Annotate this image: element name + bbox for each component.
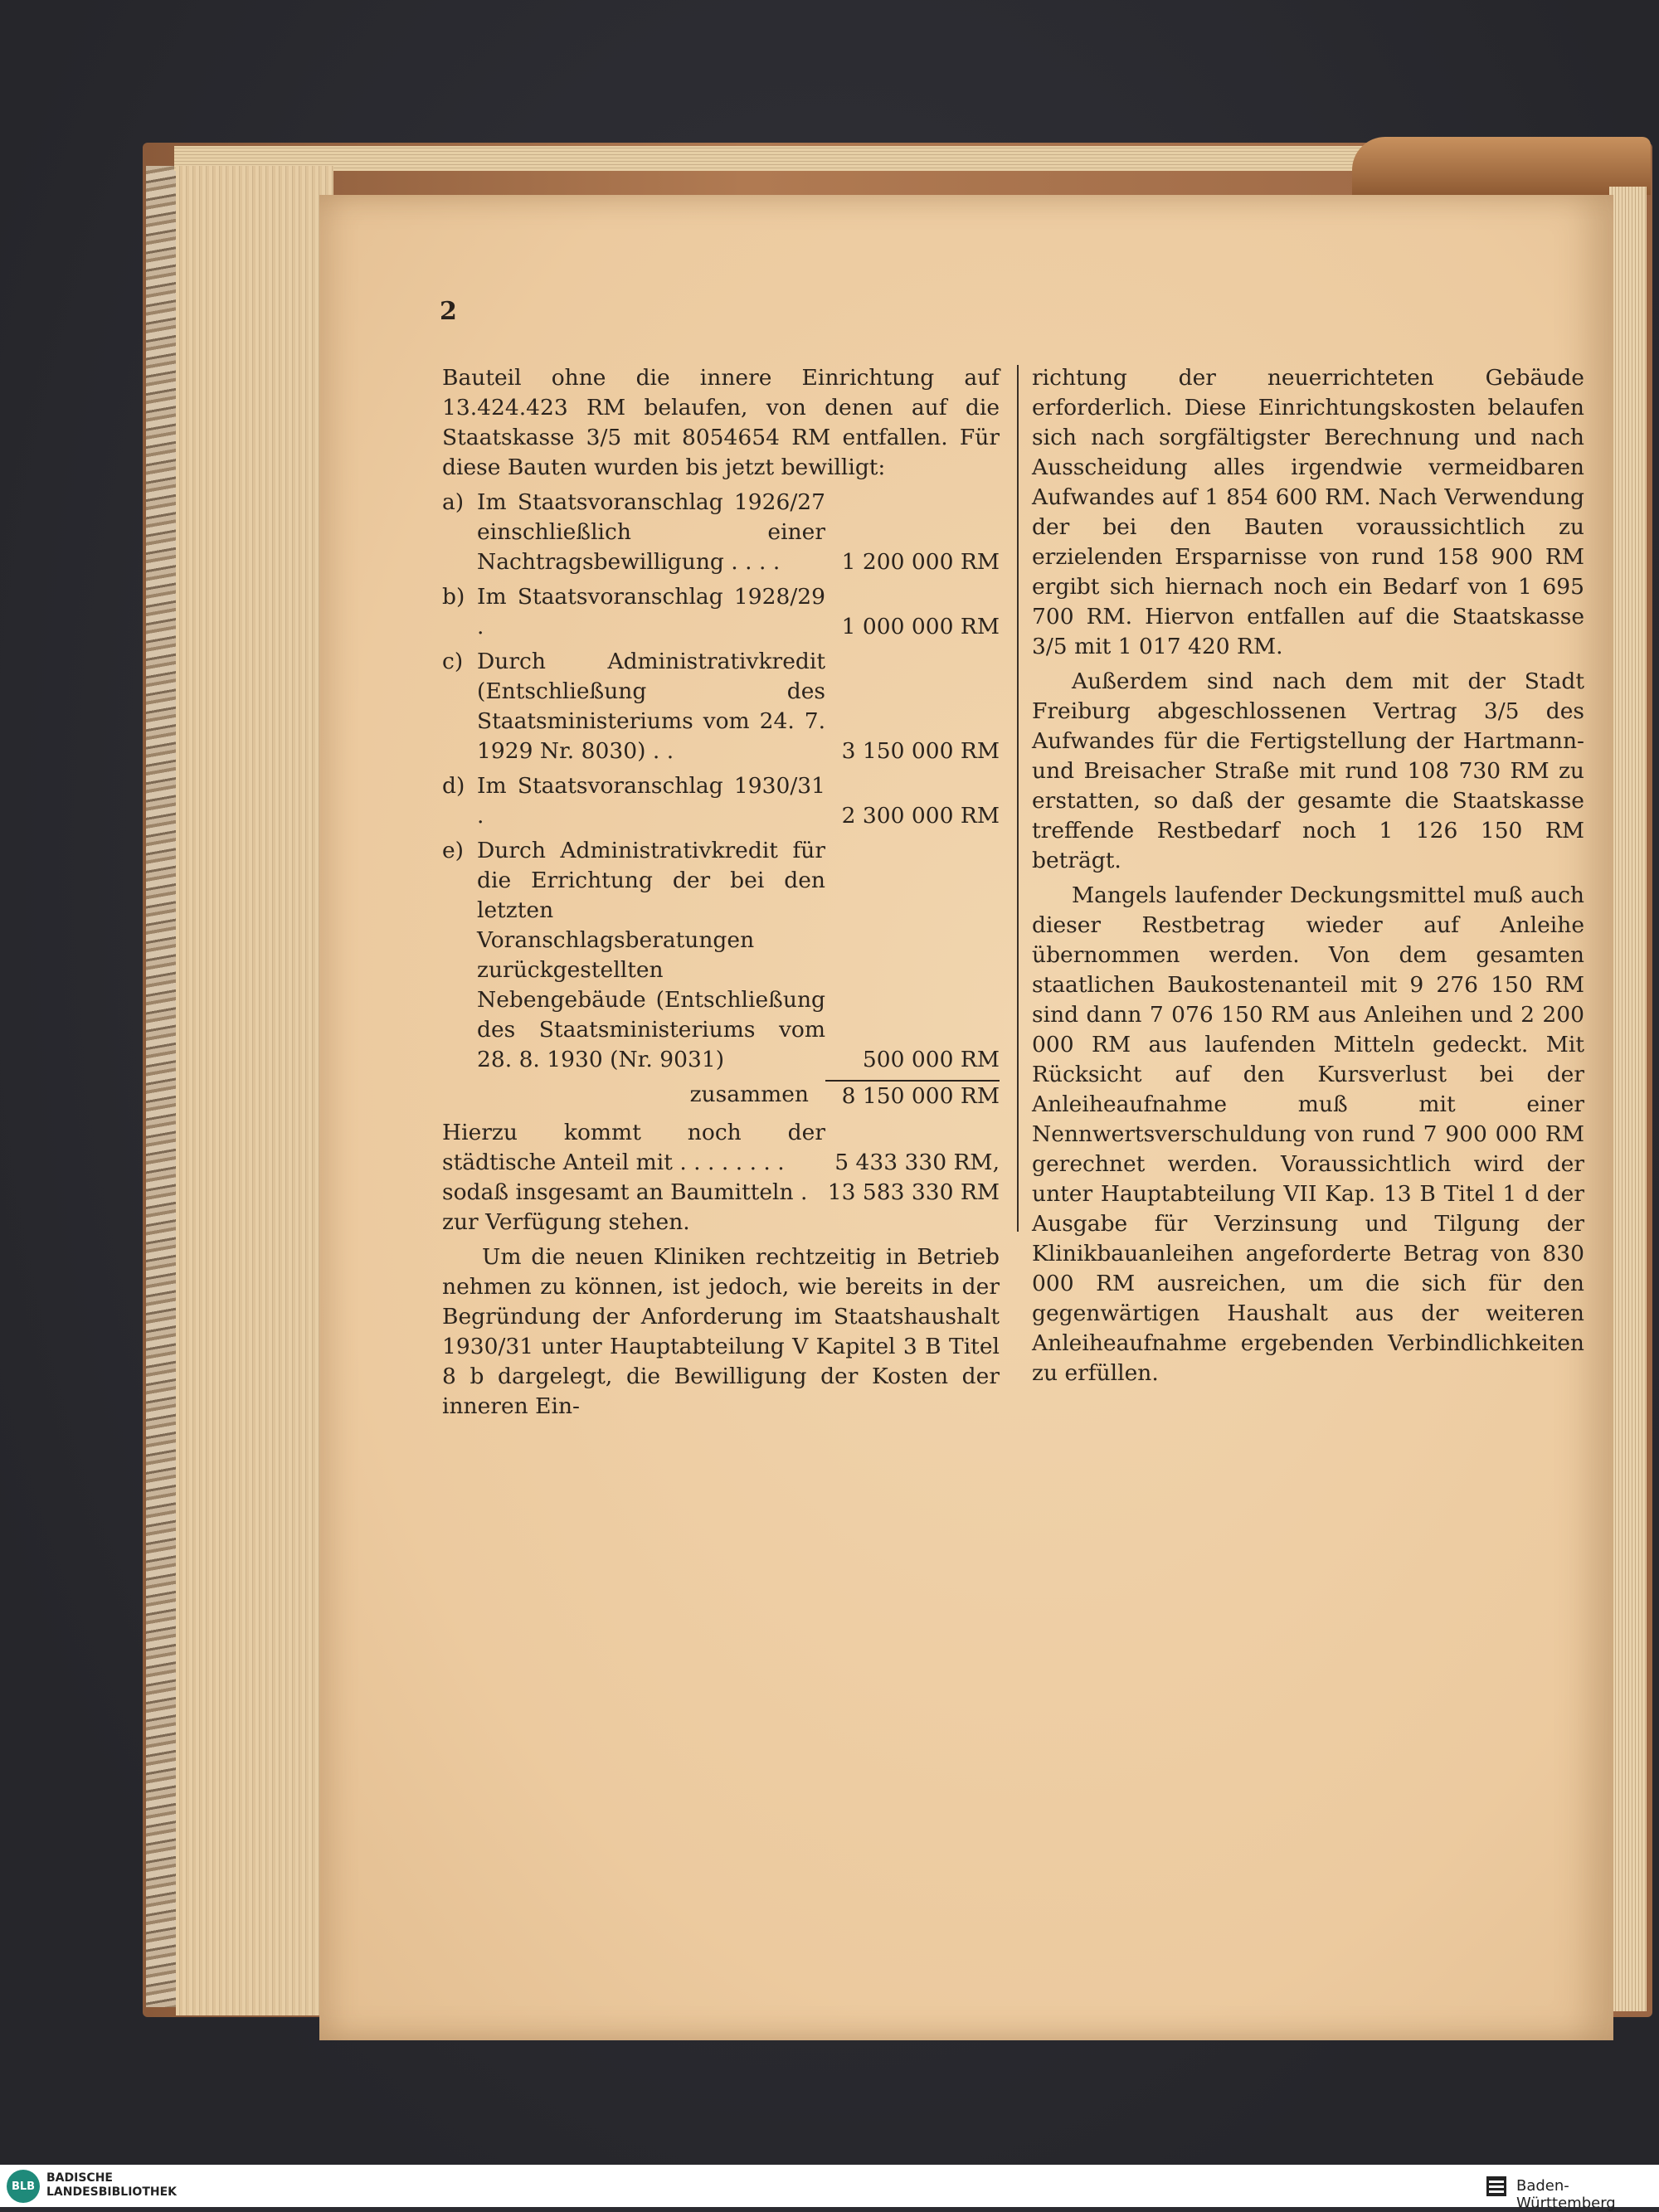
- item-text: Im Staatsvoranschlag 1928/29 .: [477, 584, 825, 639]
- state-name[interactable]: Baden-Württemberg: [1516, 2177, 1616, 2212]
- total-row: [442, 1080, 1000, 1111]
- viewer-footer: [0, 2165, 1659, 2212]
- item-letter: a): [442, 489, 465, 515]
- page-top-edge: [174, 146, 1418, 171]
- page-number: 2: [440, 297, 457, 326]
- library-name[interactable]: [46, 2171, 177, 2200]
- item-text: Im Staatsvoranschlag 1926/27 einschließlich einer Nachtragsbewilligung . . . .: [477, 489, 825, 575]
- left-text-column: [442, 363, 1000, 1427]
- marbled-edge: [146, 166, 179, 2007]
- blb-logo-icon[interactable]: BLB: [7, 2170, 40, 2203]
- item-letter: d): [442, 773, 465, 799]
- budget-item: [442, 647, 1000, 766]
- book-headband: [1352, 137, 1651, 195]
- budget-item: [442, 771, 1000, 831]
- overall-tail: zur Verfügung stehen.: [442, 1209, 690, 1235]
- total-label: zusammen: [689, 1082, 809, 1107]
- budget-item: [442, 488, 1000, 577]
- overall-text: sodaß insgesamt an Baumitteln .: [442, 1179, 808, 1205]
- item-amount: 1 200 000 RM: [841, 549, 1000, 575]
- item-letter: b): [442, 584, 465, 610]
- intro-paragraph: Bauteil ohne die innere Einrichtung auf 13.424.423 RM belaufen, von denen auf die Staatskasse 3/5 mit 8054654 RM entfallen. Für diese Bauten wurden bis jetzt bewilligt:: [442, 365, 1000, 480]
- body-paragraph: Mangels laufender Deckungsmittel muß auch dieser Restbetrag wieder auf Anleihe übernommen werden. Von dem gesamten staatlichen Baukostenanteil mit 9 276 150 RM sind dann 7 076 150 RM aus Anleihen und 2 200 000 RM aus laufenden Mitteln gedeckt. Mit Rücksicht auf den Kursverlust bei der Anleiheaufnahme muß mit einer Nennwertsverschuldung von rund 7 900 000 RM gerechnet werden. Voraussichtlich wird der unter Hauptabteilung VII Kap. 13 B Titel 1 d der Ausgabe für Verzinsung und Tilgung der Klinikbauanleihen angeforderte Betrag von 830 000 RM ausreichen, um die sich für den gegenwärtigen Haushalt aus der weiteren Anleiheaufnahme ergebenden Verbindlichkeiten zu erfüllen.: [1032, 882, 1584, 1386]
- item-text: Durch Administrativkredit (Entschließung des Staatsministeriums vom 24. 7. 1929 Nr. 8030) . .: [477, 649, 825, 764]
- budget-item: [442, 836, 1000, 1075]
- item-amount: 2 300 000 RM: [841, 803, 1000, 829]
- overall-row: [442, 1178, 1000, 1208]
- city-share-amount: 5 433 330 RM,: [834, 1150, 1000, 1175]
- city-share-row: [442, 1118, 1000, 1178]
- item-letter: c): [442, 649, 464, 674]
- page-stack-right: [1609, 187, 1647, 2011]
- item-amount: 1 000 000 RM: [841, 614, 1000, 639]
- city-share-text: Hierzu kommt noch der städtische Anteil mit . . . . . . . .: [442, 1120, 825, 1175]
- library-name-line2: LANDESBIBLIOTHEK: [46, 2185, 178, 2199]
- body-paragraph: Um die neuen Kliniken rechtzeitig in Betrieb nehmen zu können, ist jedoch, wie bereits in der Begründung der Anforderung im Staatshaushalt 1930/31 unter Hauptabteilung V Kapitel 3 B Titel 8 b dargelegt, die Bewilligung der Kosten der inneren Ein-: [442, 1244, 1000, 1419]
- overall-amount: 13 583 330 RM: [827, 1179, 1000, 1205]
- body-paragraph: richtung der neuerrichteten Gebäude erforderlich. Diese Einrichtungskosten belaufen sich nach sorgfältigster Berechnung und nach Ausscheidung alles irgendwie vermeidbaren Aufwandes auf 1 854 600 RM. Nach Verwendung der bei den Bauten voraussichtlich zu erzielenden Ersparnisse von rund 158 900 RM ergibt sich hiernach noch ein Bedarf von 1 695 700 RM. Hiervon entfallen auf die Staatskasse 3/5 mit 1 017 420 RM.: [1032, 365, 1584, 659]
- item-amount: 500 000 RM: [862, 1047, 1000, 1072]
- item-letter: e): [442, 838, 465, 863]
- budget-item: [442, 582, 1000, 642]
- right-text-column: [1032, 363, 1584, 1393]
- item-amount: 3 150 000 RM: [841, 738, 1000, 764]
- column-divider: [1017, 365, 1019, 1232]
- item-text: Durch Administrativkredit für die Errichtung der bei den letzten Voranschlagsberatungen zurückgestellten Nebengebäude (Entschließung des Staatsministeriums vom 28. 8. 1930 (Nr. 9031): [477, 838, 825, 1072]
- page-stack-left: [176, 166, 333, 2015]
- total-amount: 8 150 000 RM: [825, 1080, 1000, 1111]
- item-text: Im Staatsvoranschlag 1930/31 .: [477, 773, 825, 829]
- library-name-line1: BADISCHE: [46, 2171, 113, 2185]
- baden-wuerttemberg-crest-icon[interactable]: [1485, 2175, 1508, 2198]
- body-paragraph: Außerdem sind nach dem mit der Stadt Freiburg abgeschlossenen Vertrag 3/5 des Aufwandes für die Fertigstellung der Hartmann- und Breisacher Straße mit rund 108 730 RM zu erstatten, so daß der gesamte die Staatskasse treffende Restbedarf noch 1 126 150 RM beträgt.: [1032, 668, 1584, 873]
